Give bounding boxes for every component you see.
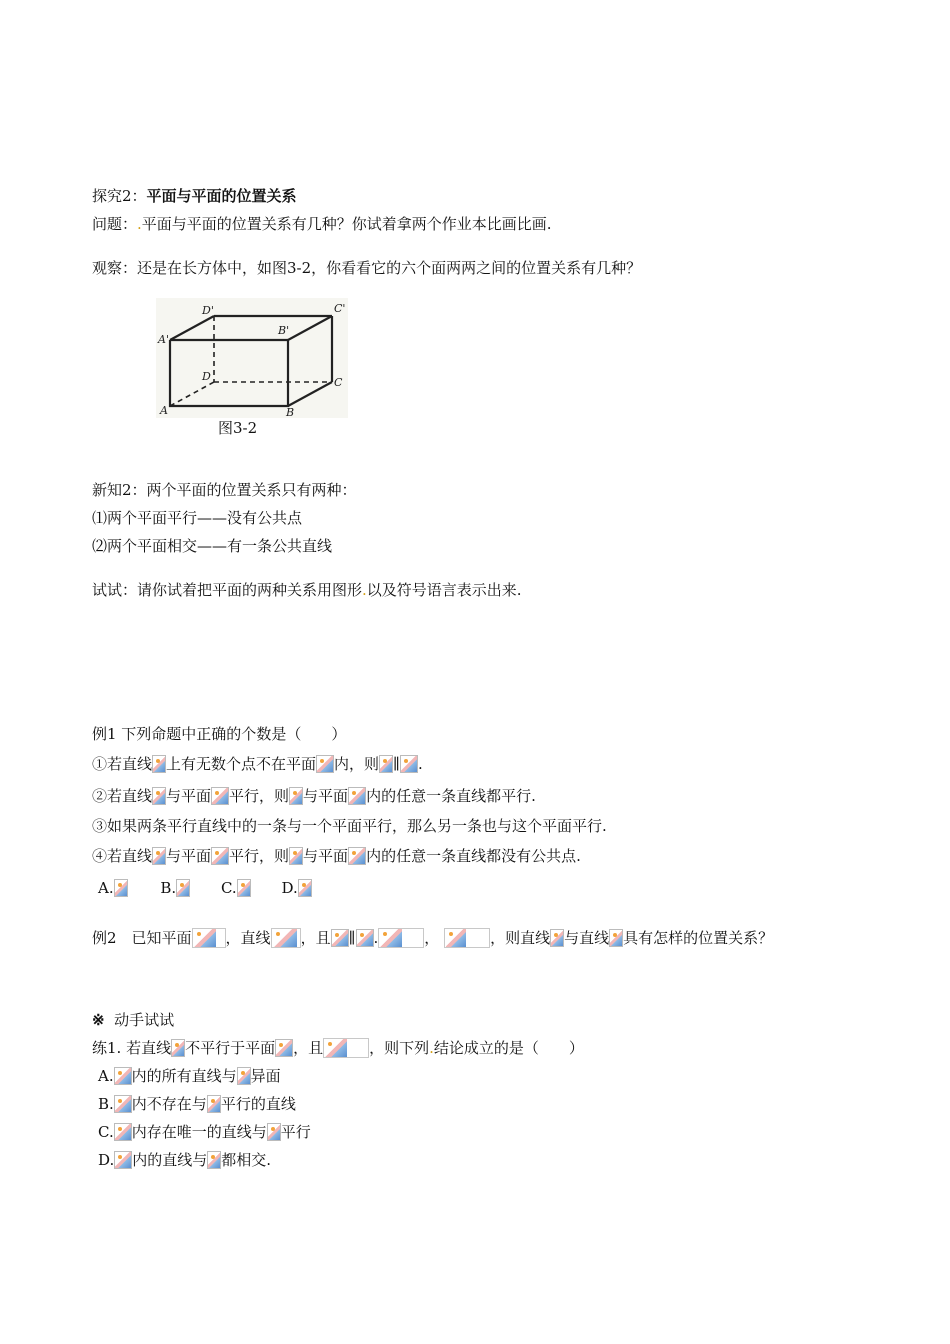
question-prefix: 问题： (92, 215, 138, 233)
text: 平行，则 (229, 847, 290, 865)
label-c: C (334, 376, 343, 389)
text: B. (98, 1095, 114, 1113)
new-knowledge-heading: 新知2：两个平面的位置关系只有两种： (92, 481, 357, 499)
new-knowledge-item-2: ⑵两个平面相交——有一条公共直线 (92, 537, 333, 555)
text: ，则直线 (490, 929, 551, 947)
section-prefix: 探究2： (92, 187, 147, 205)
text: 例2 已知平面 (92, 929, 192, 947)
text: 内的任意一条直线都平行. (366, 787, 536, 805)
image-icon (331, 929, 349, 947)
image-icon (237, 879, 251, 897)
practice-question (92, 1038, 584, 1058)
text: 练1. 若直线 (92, 1039, 172, 1057)
label-c1: C' (334, 302, 346, 315)
new-knowledge-item-1: ⑴两个平面平行——没有公共点 (92, 509, 303, 527)
question-text: 平面与平面的位置关系有几种？你试着拿两个作业本比画比画. (141, 215, 552, 233)
text: 与平面 (303, 847, 349, 865)
label-b: B (286, 406, 295, 418)
figure-caption: 图3-2 (218, 419, 258, 437)
option-a: A. (98, 879, 114, 897)
text: ，则下列 (369, 1039, 430, 1057)
dot-mark: . (429, 1039, 434, 1057)
text: . (417, 755, 423, 773)
try-line (92, 580, 522, 600)
cuboid-diagram (156, 298, 348, 418)
label-a: A (160, 404, 168, 417)
image-icon (176, 879, 190, 897)
text: 结论成立的是（ ） (433, 1039, 584, 1057)
image-icon (289, 847, 303, 865)
text: ，且 (300, 929, 331, 947)
text: 内的直线与 (132, 1151, 208, 1169)
image-icon (316, 755, 334, 773)
image-icon (550, 929, 564, 947)
text: 异面 (250, 1067, 281, 1085)
image-icon (114, 1123, 132, 1141)
practice-option-a (98, 1066, 281, 1086)
image-icon (114, 1095, 132, 1113)
practice-option-b (98, 1094, 296, 1114)
example1-options (98, 878, 312, 898)
image-icon (348, 787, 366, 805)
image-icon (271, 928, 301, 948)
try-text-1: 试试：请你试着把平面的两种关系用图形 (92, 581, 363, 599)
image-icon (609, 929, 623, 947)
example1-statement-1 (92, 754, 423, 774)
example1-stem: 例1 下列命题中正确的个数是（ ） (92, 725, 347, 743)
image-icon (152, 787, 166, 805)
example2-line (92, 928, 773, 948)
label-b1: B' (278, 324, 290, 337)
image-icon (171, 1039, 185, 1057)
image-icon (152, 755, 166, 773)
text: ， (424, 929, 440, 947)
practice-title: 动手试试 (114, 1011, 175, 1029)
practice-option-c (98, 1122, 311, 1142)
dot-mark: . (137, 215, 142, 233)
option-c: C. (220, 879, 237, 897)
observe-line: 观察：还是在长方体中，如图3-2，你看看它的六个面两两之间的位置关系有几种？ (92, 259, 642, 277)
option-b: B. (160, 879, 177, 897)
text: 平行 (280, 1123, 311, 1141)
text: 内的任意一条直线都没有公共点. (366, 847, 581, 865)
text: ，且 (293, 1039, 324, 1057)
image-icon (211, 787, 229, 805)
option-d: D. (281, 879, 298, 897)
image-icon (114, 1151, 132, 1169)
text: A. (98, 1067, 114, 1085)
image-icon (211, 847, 229, 865)
image-icon (207, 1151, 221, 1169)
practice-heading (92, 1010, 174, 1030)
text: 与直线 (564, 929, 610, 947)
image-icon (356, 929, 374, 947)
practice-option-d (98, 1150, 271, 1170)
image-icon (114, 879, 128, 897)
text: ，直线 (225, 929, 271, 947)
dot-mark: . (362, 581, 367, 599)
section-title (92, 186, 297, 206)
text: 上有无数个点不在平面 (166, 755, 317, 773)
image-icon (298, 879, 312, 897)
text: . (373, 929, 379, 947)
text: 内不存在与 (131, 1095, 207, 1113)
edge-a1d1 (170, 316, 214, 340)
question-line (92, 214, 552, 234)
image-icon (444, 928, 490, 948)
image-icon (237, 1067, 251, 1085)
image-icon (267, 1123, 281, 1141)
text: 内存在唯一的直线与 (131, 1123, 267, 1141)
text: 平行的直线 (220, 1095, 296, 1113)
text: D. (98, 1151, 115, 1169)
example1-statement-3: ③如果两条平行直线中的一条与一个平面平行，那么另一条也与这个平面平行. (92, 817, 607, 835)
example1-statement-4 (92, 846, 581, 866)
parallel-symbol: ∥ (393, 755, 400, 773)
text: C. (98, 1123, 114, 1141)
image-icon (192, 928, 226, 948)
text: 内的所有直线与 (131, 1067, 237, 1085)
text: 都相交. (221, 1151, 272, 1169)
image-icon (400, 755, 418, 773)
text: ④若直线 (92, 847, 153, 865)
edge-b1c1 (288, 316, 332, 340)
label-d: D (202, 370, 211, 383)
image-icon (323, 1038, 369, 1058)
reference-mark-icon: ※ (92, 1011, 105, 1029)
image-icon (348, 847, 366, 865)
image-icon (378, 928, 424, 948)
text: 与平面 (303, 787, 349, 805)
edge-bc (288, 382, 332, 406)
text: 内，则 (334, 755, 380, 773)
image-icon (379, 755, 393, 773)
text: ②若直线 (92, 787, 153, 805)
label-a1: A' (158, 333, 169, 346)
image-icon (207, 1095, 221, 1113)
parallel-symbol: ∥ (348, 929, 356, 947)
text: 具有怎样的位置关系？ (623, 929, 774, 947)
try-text-2: 以及符号语言表示出来. (366, 581, 522, 599)
text: 与平面 (166, 847, 212, 865)
text: 与平面 (166, 787, 212, 805)
text: ①若直线 (92, 755, 153, 773)
label-d1: D' (202, 304, 214, 317)
text: 不平行于平面 (185, 1039, 276, 1057)
section-heading: 平面与平面的位置关系 (146, 187, 297, 205)
example1-statement-2 (92, 786, 536, 806)
cuboid-figure (156, 298, 348, 418)
text: 平行，则 (229, 787, 290, 805)
image-icon (114, 1067, 132, 1085)
image-icon (275, 1039, 293, 1057)
image-icon (289, 787, 303, 805)
edge-ad-hidden (170, 382, 214, 406)
image-icon (152, 847, 166, 865)
